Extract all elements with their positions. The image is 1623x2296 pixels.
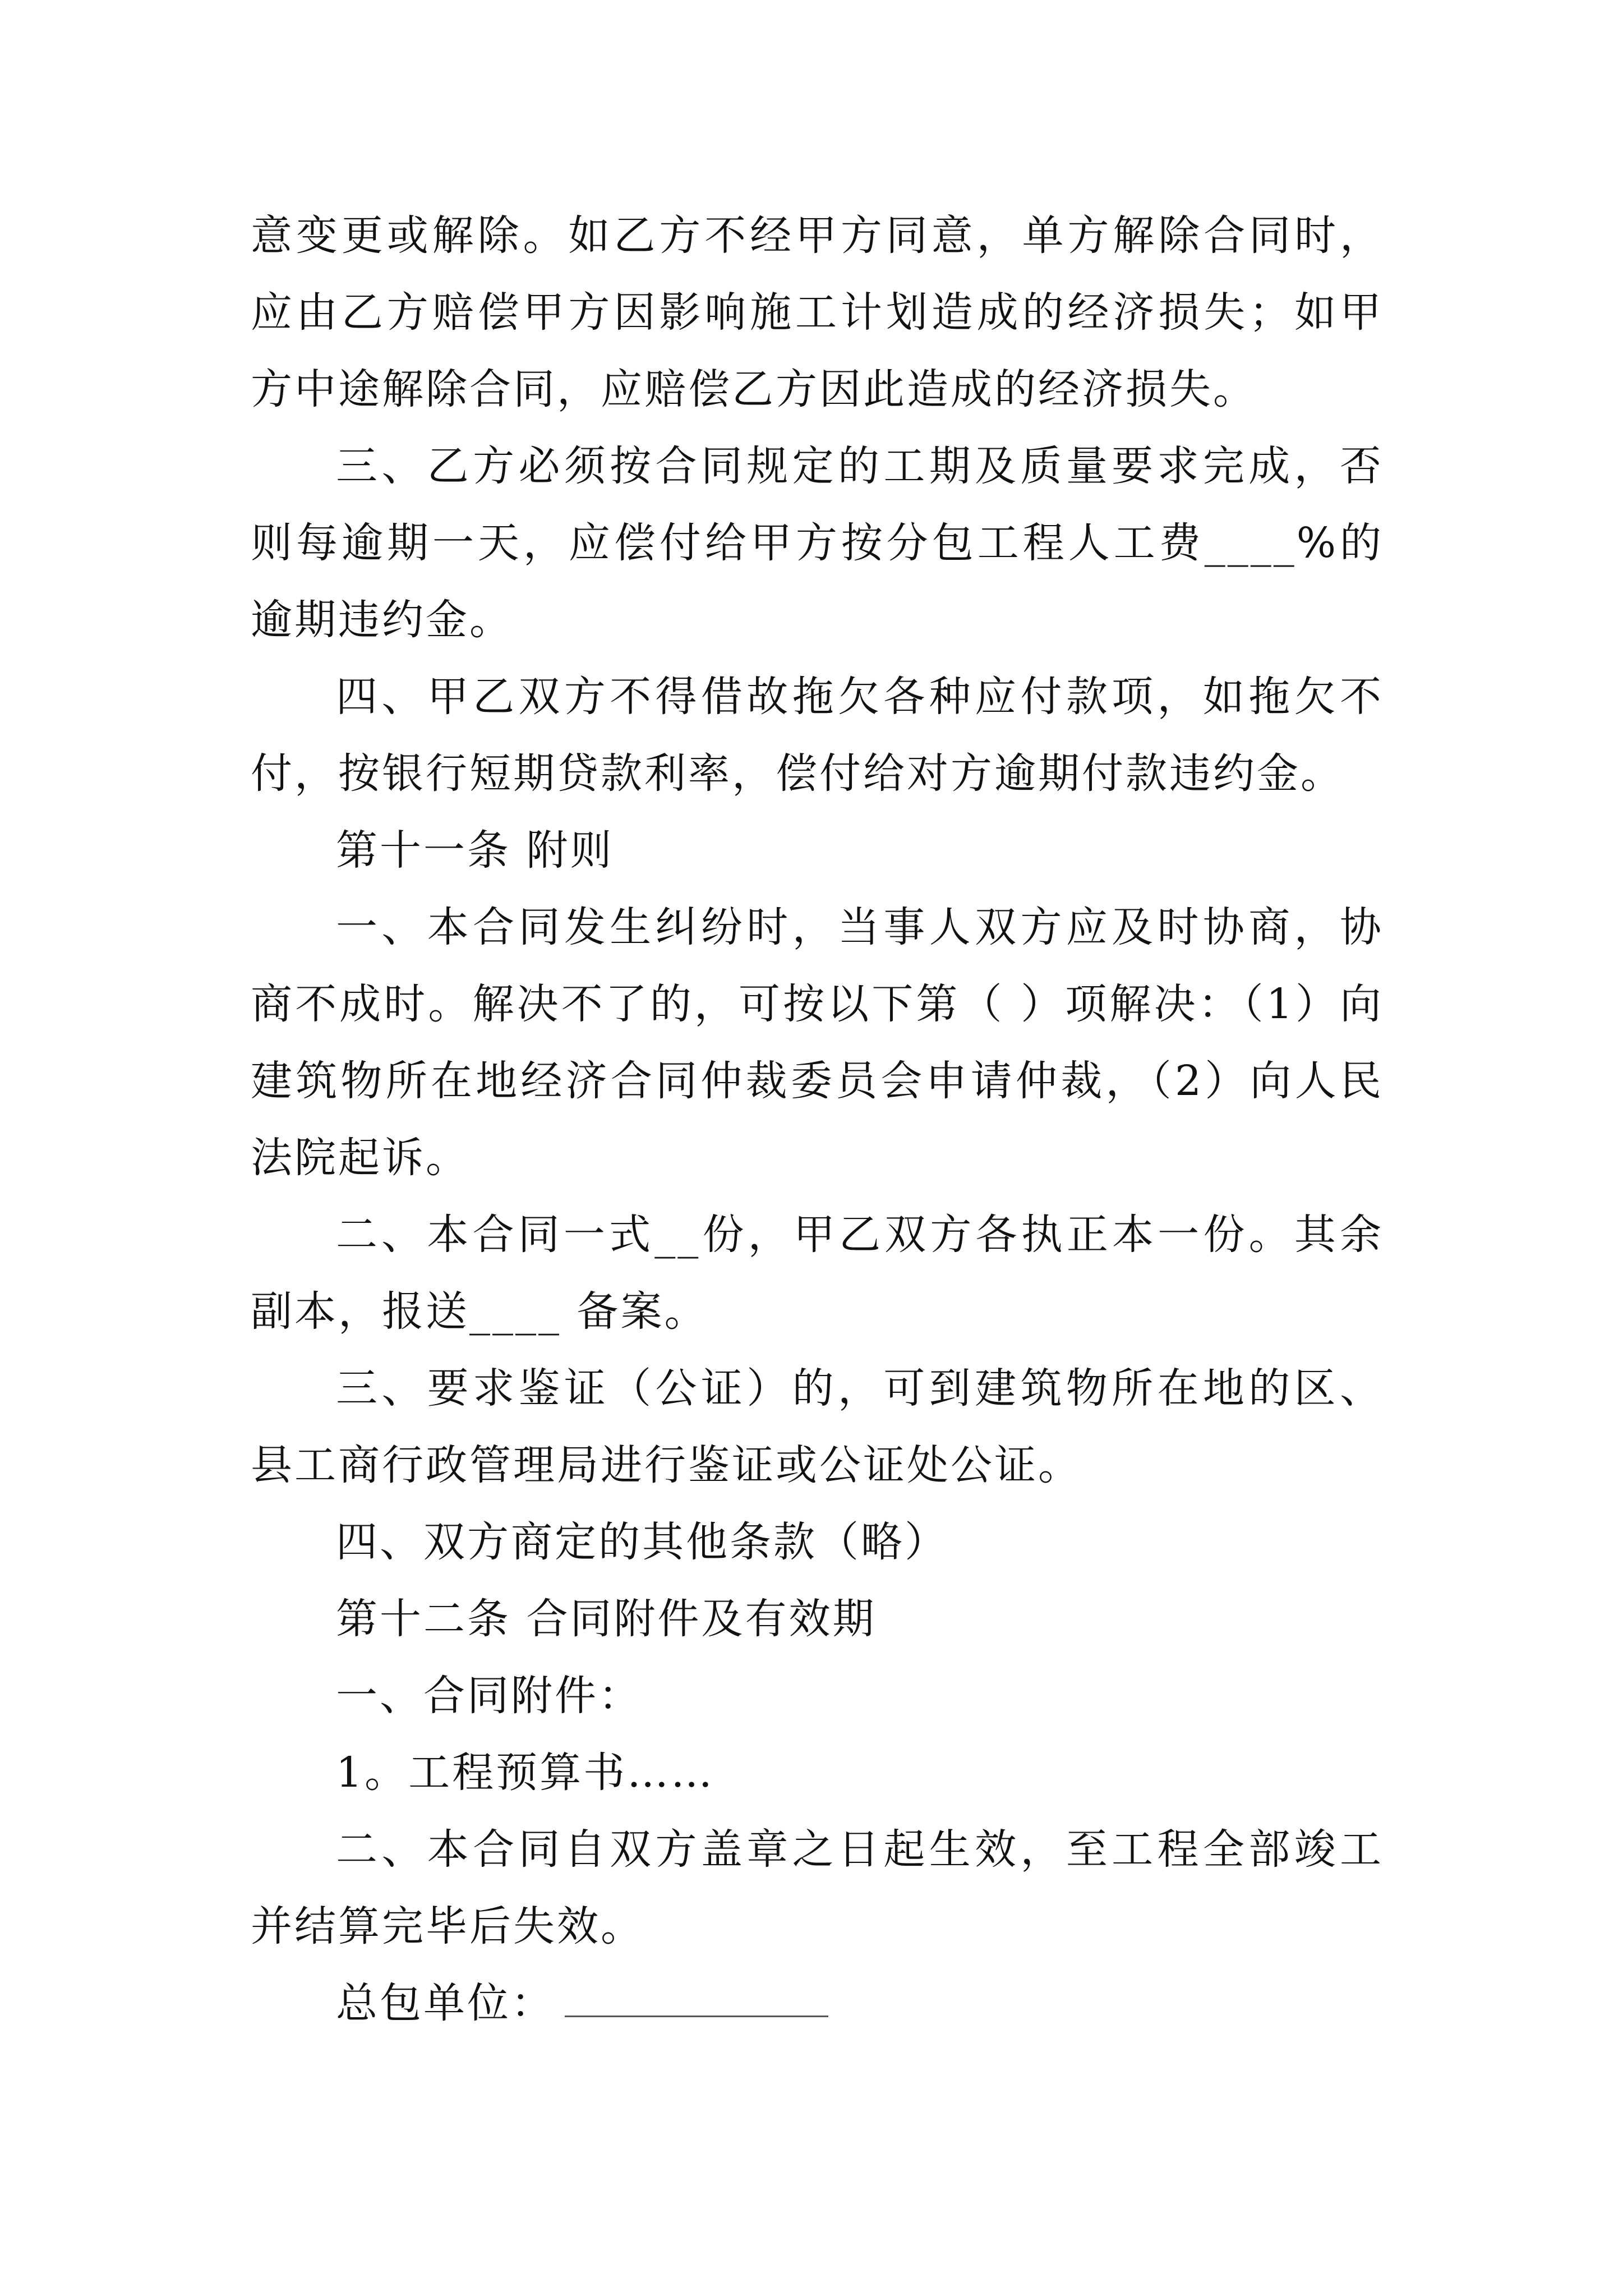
paragraph: 四、双方商定的其他条款（略）	[336, 1518, 948, 1566]
signature-label: 总包单位：	[336, 1979, 555, 2027]
paragraph: 二、本合同一式__份，甲乙双方各执正本一份。其余副本，报送____ 备案。	[251, 1211, 1384, 1336]
paragraph: 三、要求鉴证（公证）的，可到建筑物所在地的区、县工商行政管理局进行鉴证或公证处公证。	[251, 1364, 1384, 1489]
paragraph: 四、甲乙双方不得借故拖欠各种应付款项，如拖欠不付，按银行短期贷款利率，偿付给对方逾期付款违约金。	[251, 673, 1384, 798]
paragraph: 一、本合同发生纠纷时，当事人双方应及时协商，协商不成时。解决不了的，可按以下第（ ）项解决：（1）向建筑物所在地经济合同仲裁委员会申请仲裁，（2）向人民法院起诉。	[251, 903, 1384, 1182]
document-body	[251, 197, 1384, 2042]
paragraph: 三、乙方必须按合同规定的工期及质量要求完成，否则每逾期一天，应偿付给甲方按分包工程人工费____%的逾期违约金。	[251, 442, 1384, 644]
signature-blank-line	[565, 1976, 828, 2017]
paragraph: 意变更或解除。如乙方不经甲方同意，单方解除合同时，应由乙方赔偿甲方因影响施工计划造成的经济损失；如甲方中途解除合同，应赔偿乙方因此造成的经济损失。	[251, 211, 1384, 413]
paragraph: 一、合同附件：	[336, 1672, 642, 1720]
paragraph: 二、本合同自双方盖章之日起生效，至工程全部竣工并结算完毕后失效。	[251, 1825, 1384, 1950]
list-item: 1。工程预算书……	[336, 1749, 715, 1797]
signature-row	[251, 1965, 1384, 2042]
section-heading: 第十二条 合同附件及有效期	[336, 1595, 877, 1643]
section-heading: 第十一条 附则	[336, 826, 614, 875]
